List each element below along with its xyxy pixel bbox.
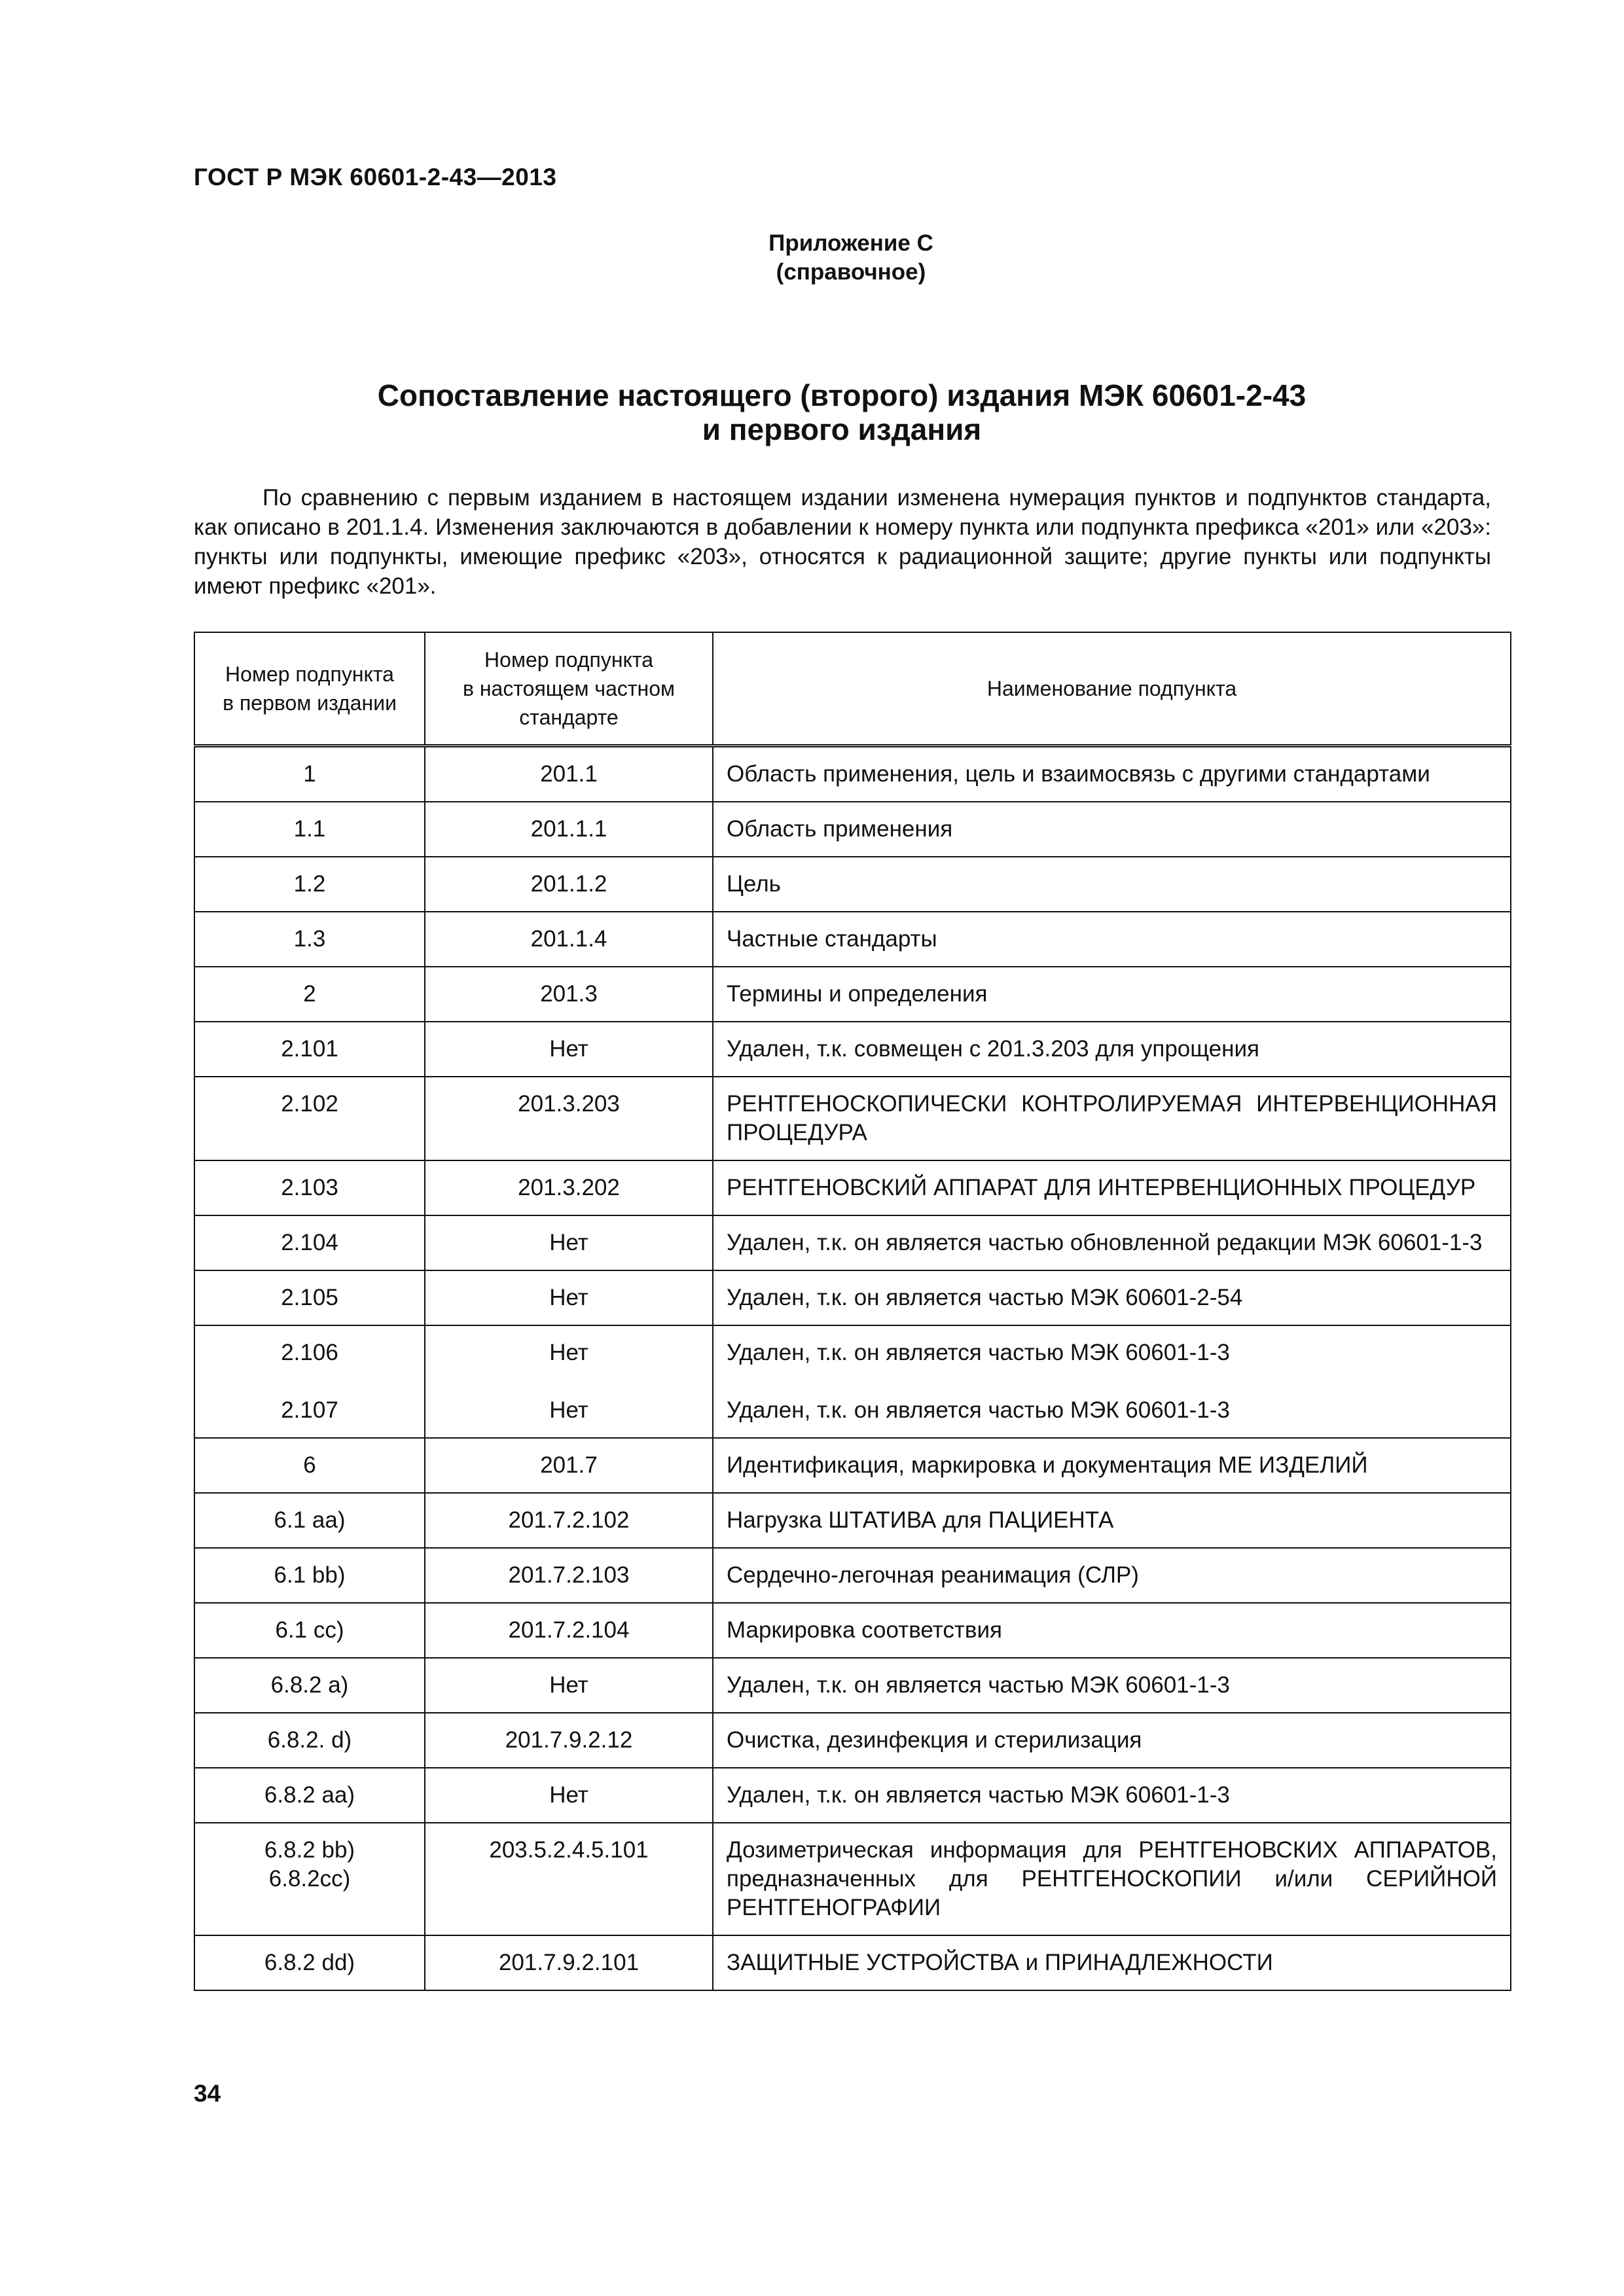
- header-current-standard-line: Номер подпункта: [484, 648, 653, 672]
- current-standard-number: Нет: [425, 1768, 713, 1823]
- subclause-name: Нагрузка ШТАТИВА для ПАЦИЕНТА: [713, 1493, 1511, 1548]
- first-edition-number: 6.8.2 bb): [264, 1837, 355, 1863]
- current-standard-number: 201.7.9.2.101: [425, 1935, 713, 1990]
- table-row: [194, 912, 1511, 967]
- current-standard-number: 203.5.2.4.5.101: [425, 1823, 713, 1935]
- current-standard-number: Нет: [549, 1340, 588, 1365]
- current-standard-number: 201.3.203: [425, 1077, 713, 1160]
- table-row: [194, 967, 1511, 1022]
- first-edition-number: 1.2: [194, 857, 425, 912]
- subclause-name: Область применения, цель и взаимосвязь с другими стандартами: [713, 746, 1511, 802]
- current-standard-number: Нет: [549, 1397, 588, 1423]
- table-header-row: [194, 632, 1511, 746]
- row-spacer: [439, 1367, 699, 1396]
- table-row: [194, 1160, 1511, 1215]
- first-edition-number: 2.107: [281, 1397, 338, 1423]
- current-standard-number: 201.3.202: [425, 1160, 713, 1215]
- subclause-name: Удален, т.к. он является частью обновленной редакции МЭК 60601-1-3: [713, 1215, 1511, 1270]
- first-edition-number: 6.1 cc): [194, 1603, 425, 1658]
- subclause-name: Идентификация, маркировка и документация МЕ ИЗДЕЛИЙ: [713, 1438, 1511, 1493]
- current-standard-number: Нет: [425, 1022, 713, 1077]
- table-row: [194, 1270, 1511, 1325]
- appendix-title: Приложение С: [768, 230, 933, 256]
- subclause-name: ЗАЩИТНЫЕ УСТРОЙСТВА и ПРИНАДЛЕЖНОСТИ: [713, 1935, 1511, 1990]
- first-edition-number: 2.101: [194, 1022, 425, 1077]
- table-row: [194, 1823, 1511, 1935]
- subclause-name: РЕНТГЕНОСКОПИЧЕСКИ КОНТРОЛИРУЕМАЯ ИНТЕРВЕНЦИОННАЯ ПРОЦЕДУРА: [713, 1077, 1511, 1160]
- intro-paragraph: По сравнению с первым изданием в настоящем издании изменена нумерация пунктов и подпунктов стандарта, как описано в 201.1.4. Изменения заключаются в добавлении к номеру пункта или подпункта префикса «201» или «203»: пункты или подпункты, имеющие префикс «203», относятся к радиационной защите; другие пункты или подпункты имеют префикс «201».: [194, 485, 1491, 599]
- subclause-name: Удален, т.к. он является частью МЭК 60601-1-3: [713, 1658, 1511, 1713]
- document-title: [194, 378, 1490, 446]
- current-standard-number: 201.7.9.2.12: [425, 1713, 713, 1768]
- current-standard-number-pair: [425, 1325, 713, 1438]
- first-edition-number-pair: [194, 1823, 425, 1935]
- current-standard-number: 201.7.2.103: [425, 1548, 713, 1603]
- table-row: [194, 1935, 1511, 1990]
- subclause-name: Очистка, дезинфекция и стерилизация: [713, 1713, 1511, 1768]
- first-edition-number: 6.8.2 а): [194, 1658, 425, 1713]
- current-standard-number: 201.7.2.104: [425, 1603, 713, 1658]
- current-standard-number: 201.1.4: [425, 912, 713, 967]
- first-edition-number: 2: [194, 967, 425, 1022]
- first-edition-number: 6.1 bb): [194, 1548, 425, 1603]
- current-standard-number: Нет: [425, 1270, 713, 1325]
- header-current-standard: [425, 632, 713, 746]
- first-edition-number: 1.3: [194, 912, 425, 967]
- table-row: [194, 857, 1511, 912]
- first-edition-number: 6.8.2cc): [268, 1866, 351, 1892]
- table-row: [194, 802, 1511, 857]
- subclause-name: РЕНТГЕНОВСКИЙ АППАРАТ ДЛЯ ИНТЕРВЕНЦИОННЫХ ПРОЦЕДУР: [713, 1160, 1511, 1215]
- subclause-name-pair: [713, 1325, 1511, 1438]
- first-edition-number: 2.103: [194, 1160, 425, 1215]
- subclause-name: Частные стандарты: [713, 912, 1511, 967]
- standard-code: ГОСТ Р МЭК 60601-2-43—2013: [194, 164, 557, 190]
- title-line-2: и первого издания: [702, 412, 982, 446]
- first-edition-number: 6.8.2 dd): [194, 1935, 425, 1990]
- subclause-name: Термины и определения: [713, 967, 1511, 1022]
- table-row: [194, 1493, 1511, 1548]
- subclause-name: Маркировка соответствия: [713, 1603, 1511, 1658]
- first-edition-number: 6: [194, 1438, 425, 1493]
- first-edition-number: 6.1 аа): [194, 1493, 425, 1548]
- header-first-edition: [194, 632, 425, 746]
- current-standard-number: 201.1.1: [425, 802, 713, 857]
- table-row: [194, 1438, 1511, 1493]
- first-edition-number: 2.105: [194, 1270, 425, 1325]
- first-edition-number: 6.8.2. d): [194, 1713, 425, 1768]
- subclause-name: Цель: [713, 857, 1511, 912]
- table-row: [194, 1603, 1511, 1658]
- table-row: [194, 1325, 1511, 1438]
- first-edition-number: 2.104: [194, 1215, 425, 1270]
- table-row: [194, 1215, 1511, 1270]
- row-spacer: [727, 1367, 1497, 1396]
- subclause-name: Удален, т.к. он является частью МЭК 60601-1-3: [713, 1768, 1511, 1823]
- subclause-name: Удален, т.к. он является частью МЭК 60601-2-54: [713, 1270, 1511, 1325]
- header-first-edition-line: в первом издании: [223, 691, 397, 715]
- current-standard-number: 201.1: [425, 746, 713, 802]
- table-row: [194, 1713, 1511, 1768]
- subclause-name: Удален, т.к. он является частью МЭК 60601-1-3: [727, 1340, 1230, 1365]
- appendix-label: [524, 229, 1178, 287]
- first-edition-number: 2.102: [194, 1077, 425, 1160]
- subclause-name: Дозиметрическая информация для РЕНТГЕНОВСКИХ АППАРАТОВ, предназначенных для РЕНТГЕНОСКОПИИ и/или СЕРИЙНОЙ РЕНТГЕНОГРАФИИ: [713, 1823, 1511, 1935]
- table-row: [194, 1768, 1511, 1823]
- header-current-standard-line: стандарте: [519, 706, 619, 729]
- subclause-name: Удален, т.к. он является частью МЭК 60601-1-3: [727, 1397, 1230, 1423]
- page-number: 34: [194, 2080, 221, 2107]
- table-row: [194, 1548, 1511, 1603]
- title-line-1: Сопоставление настоящего (второго) издания МЭК 60601-2-43: [377, 378, 1307, 412]
- comparison-table: [194, 632, 1511, 1991]
- header-first-edition-line: Номер подпункта: [225, 662, 394, 686]
- appendix-type: (справочное): [776, 259, 926, 285]
- table-row: [194, 1022, 1511, 1077]
- subclause-name: Удален, т.к. совмещен с 201.3.203 для упрощения: [713, 1022, 1511, 1077]
- current-standard-number: Нет: [425, 1215, 713, 1270]
- header-subclause-name: Наименование подпункта: [713, 632, 1511, 746]
- first-edition-number: 2.106: [281, 1340, 338, 1365]
- current-standard-number: 201.1.2: [425, 857, 713, 912]
- header-current-standard-line: в настоящем частном: [462, 677, 676, 700]
- current-standard-number: 201.3: [425, 967, 713, 1022]
- current-standard-number: 201.7.2.102: [425, 1493, 713, 1548]
- first-edition-number: 1.1: [194, 802, 425, 857]
- first-edition-number-pair: [194, 1325, 425, 1438]
- current-standard-number: 201.7: [425, 1438, 713, 1493]
- first-edition-number: 6.8.2 аа): [194, 1768, 425, 1823]
- current-standard-number: Нет: [425, 1658, 713, 1713]
- row-spacer: [208, 1367, 411, 1396]
- table-row: [194, 1658, 1511, 1713]
- subclause-name: Сердечно-легочная реанимация (СЛР): [713, 1548, 1511, 1603]
- subclause-name: Область применения: [713, 802, 1511, 857]
- table-row: [194, 746, 1511, 802]
- first-edition-number: 1: [194, 746, 425, 802]
- table-row: [194, 1077, 1511, 1160]
